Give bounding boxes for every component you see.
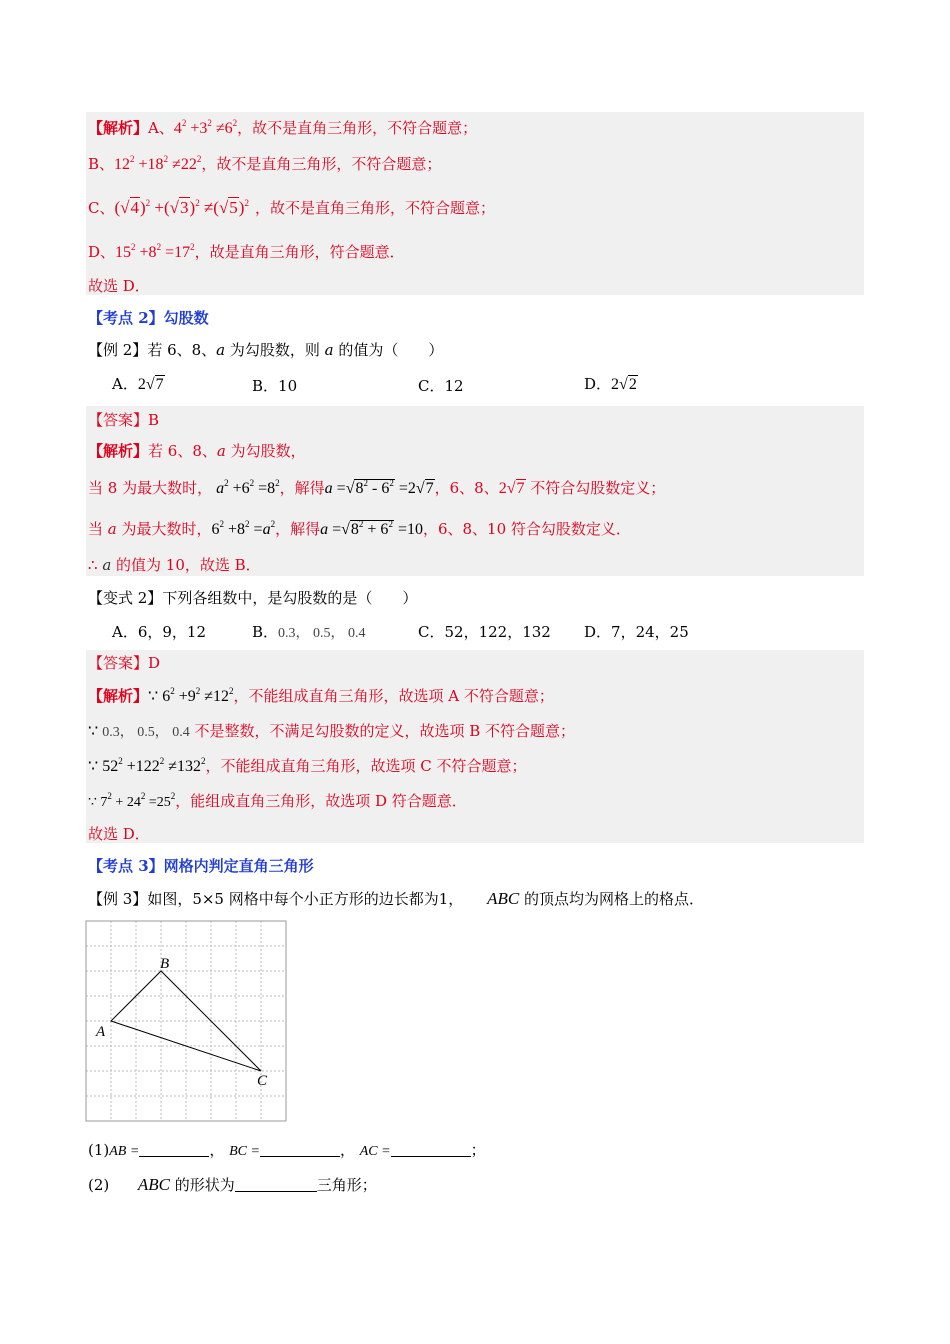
- shape-answer-blank[interactable]: [235, 1177, 317, 1192]
- analysis-tag: 【解析】: [88, 442, 149, 460]
- vertex-b-label: B: [160, 956, 170, 972]
- ab-answer-blank[interactable]: [139, 1142, 209, 1157]
- var2-analysis-line-3: ∵ $52^2 +122^2 \ne 132^2$，不能组成直角三角形，故选项 C 不符合题意；: [88, 756, 527, 775]
- var2-option-b: B．0.3， 0.5， 0.4: [252, 623, 366, 641]
- text-a: ，故不是直角三角形，不符合题意；: [237, 119, 478, 137]
- analysis-tag: 【解析】: [88, 687, 149, 705]
- analysis-tag: 【解析】: [88, 119, 149, 137]
- var2-analysis-line-4: ∵ $7^2 + 24^2 =25^2$，能组成直角三角形，故选项 D 符合题意．: [88, 791, 467, 810]
- label-a: A、: [148, 119, 174, 137]
- var2-option-d: D．7，24，25: [584, 623, 689, 641]
- ex2-option-c: C．12: [418, 377, 464, 395]
- ex3-part-2: (2) ABC 的形状为 三角形；: [88, 1175, 377, 1194]
- topic-3-heading: 【考点 3】网格内判定直角三角形: [88, 857, 314, 875]
- text-b: ，故不是直角三角形，不符合题意；: [201, 155, 442, 173]
- var2-answer: 【答案】D: [88, 654, 161, 672]
- expr-b: $12^2 +18^2 \ne 22^2$: [114, 154, 202, 173]
- text-d: ，故是直角三角形，符合题意．: [194, 243, 405, 261]
- sol1-line-d: [88, 242, 405, 263]
- label-c: C、: [88, 199, 115, 217]
- sol1-line-b: [88, 154, 441, 175]
- expr-c: $(√4)^2 +(√3)^2 \ne(√5)^2$: [114, 198, 249, 217]
- example-3-tag: 【例 3】: [88, 890, 148, 908]
- example-2-question: 【例 2】若 6、8、a 为勾股数，则 a 的值为（ ）: [88, 341, 444, 359]
- bc-answer-blank[interactable]: [260, 1142, 340, 1157]
- sol1-line-a: [88, 118, 477, 139]
- expr-a: $4^2 +3^2 \ne 6^2$: [173, 118, 238, 137]
- example-2-tag: 【例 2】: [88, 341, 148, 359]
- label-d: D、: [88, 243, 116, 261]
- sol1-conclusion: 故选 D．: [88, 277, 150, 295]
- ex2-option-a: A．2√7: [112, 375, 164, 393]
- ex2-option-d: D．2√2: [584, 375, 637, 393]
- variant-2-tag: 【变式 2】: [88, 589, 163, 607]
- label-b: B、: [88, 155, 115, 173]
- ex2-option-b: B．10: [252, 377, 298, 395]
- ex2-analysis-line-4: ∴ a 的值为 10，故选 B．: [88, 556, 261, 574]
- var2-analysis-line-1: 【解析】∵ $6^2 +9^2 \ne 12^2$，不能组成直角三角形，故选项 A 不符合题意；: [88, 686, 554, 705]
- variant-2-question: 【变式 2】下列各组数中，是勾股数的是（ ）: [88, 589, 418, 607]
- ex2-analysis-line-1: 【解析】若 6、8、a 为勾股数，: [88, 442, 306, 460]
- var2-conclusion: 故选 D．: [88, 825, 150, 843]
- grid-triangle-figure: [84, 918, 288, 1124]
- var2-option-a: A．6，9，12: [112, 623, 207, 641]
- ex2-analysis-line-3: 当 a 为最大数时，$6^2 +8^2 =a^2$，解得$a =√8^2 + 6^2 =10$，6、8、10 符合勾股数定义．: [88, 519, 631, 538]
- var2-analysis-line-2: ∵ 0.3， 0.5， 0.4 不是整数，不满足勾股数的定义，故选项 B 不符合题意；: [88, 722, 576, 740]
- vertex-a-label: A: [96, 1024, 106, 1040]
- topic-2-heading: 【考点 2】勾股数: [88, 309, 209, 327]
- solution-block-3: [86, 650, 864, 843]
- sol1-line-c: [88, 196, 495, 220]
- ex2-analysis-line-2: 当 8 为最大数时， $a^2 +6^2 =8^2$，解得$a =√8^2 - 6^2 =2√7$，6、8、2√7 不符合勾股数定义；: [88, 478, 666, 497]
- vertex-c-label: C: [257, 1073, 268, 1089]
- ac-answer-blank[interactable]: [391, 1142, 471, 1157]
- var2-option-c: C．52，122，132: [418, 623, 551, 641]
- example-3-question: 【例 3】如图，5×5 网格中每个小正方形的边长都为1， ABC 的顶点均为网格上的格点．: [88, 889, 705, 908]
- ex3-part-1: (1)AB = ， BC = ， AC = ；: [88, 1141, 486, 1159]
- expr-d: $15^2 +8^2 =17^2$: [115, 242, 195, 261]
- ex2-answer: 【答案】B: [88, 411, 160, 429]
- text-c: ，故不是直角三角形，不符合题意；: [254, 199, 495, 217]
